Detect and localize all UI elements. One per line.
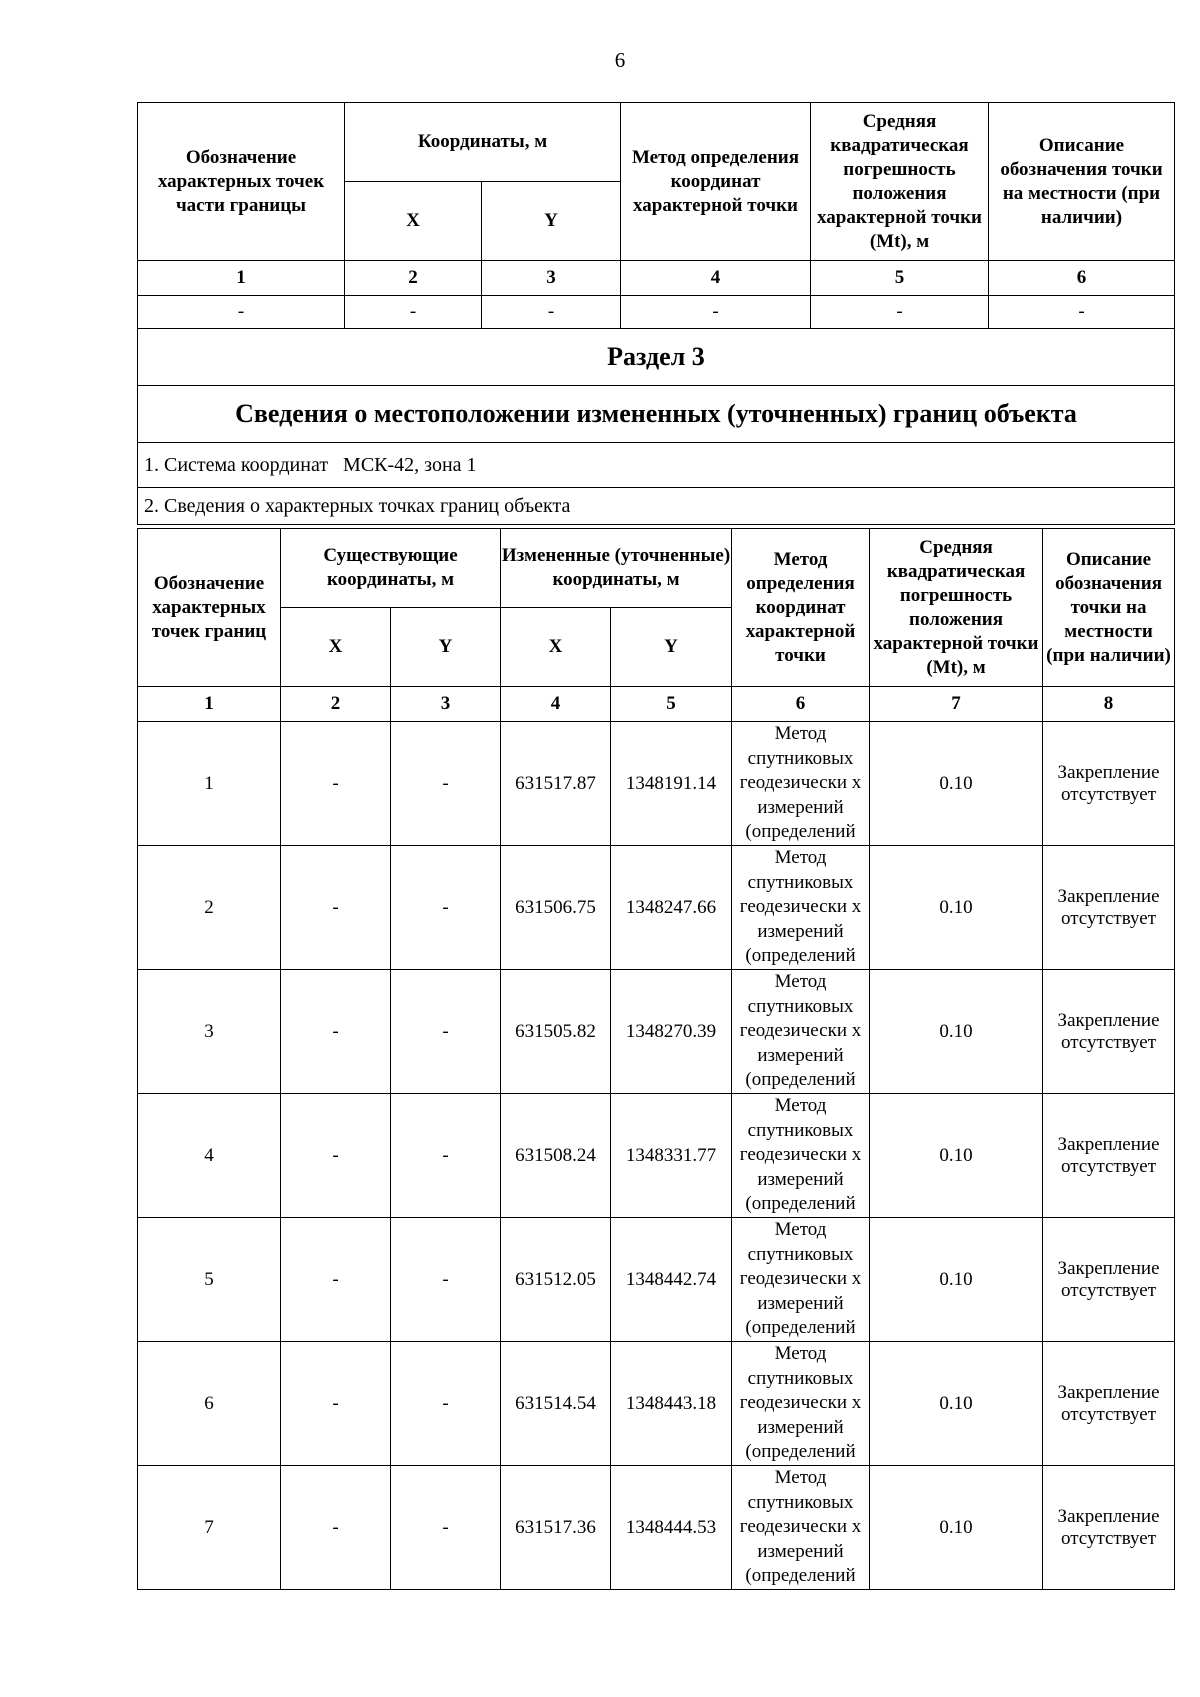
mt-cell: 0.10 — [870, 846, 1043, 970]
changed-x: 631512.05 — [501, 1218, 611, 1342]
mt-cell: 0.10 — [870, 1218, 1043, 1342]
existing-x: - — [281, 970, 391, 1094]
header-changed-coords: Измененные (уточненные) координаты, м — [501, 529, 732, 608]
header-coords: Координаты, м — [345, 103, 621, 182]
changed-x: 631514.54 — [501, 1342, 611, 1466]
description-cell: Закрепление отсутствует — [1043, 970, 1175, 1094]
existing-x: - — [281, 1466, 391, 1590]
existing-x: - — [281, 722, 391, 846]
changed-y: 1348247.66 — [611, 846, 732, 970]
table-row — [138, 1094, 1175, 1218]
method-cell: Метод спутниковых геодезически х измерений (определений — [732, 1466, 870, 1590]
existing-y: - — [391, 1218, 501, 1342]
page-number: 6 — [614, 48, 626, 72]
header-method: Метод определения координат характерной точки — [732, 529, 870, 687]
changed-y: 1348443.18 — [611, 1342, 732, 1466]
header-existing-x: X — [281, 608, 391, 687]
method-cell: Метод спутниковых геодезически х измерений (определений — [732, 1218, 870, 1342]
existing-y: - — [391, 1342, 501, 1466]
mt-cell: 0.10 — [870, 1342, 1043, 1466]
section-title: Раздел 3 — [138, 329, 1175, 386]
method-cell: Метод спутниковых геодезически х измерений (определений — [732, 722, 870, 846]
column-numbers-row — [138, 261, 1175, 296]
column-number: 6 — [989, 261, 1175, 296]
table-row — [138, 970, 1175, 1094]
table-row — [138, 296, 1175, 329]
header-y: Y — [482, 182, 621, 261]
header-x: X — [345, 182, 482, 261]
header-existing-coords: Существующие координаты, м — [281, 529, 501, 608]
column-number: 4 — [621, 261, 811, 296]
point-number: 7 — [138, 1466, 281, 1590]
table-row — [138, 1218, 1175, 1342]
existing-y: - — [391, 1466, 501, 1590]
existing-x: - — [281, 1218, 391, 1342]
column-numbers-row — [138, 687, 1175, 722]
header-description: Описание обозначения точки на местности (при наличии) — [1043, 529, 1175, 687]
mt-cell: 0.10 — [870, 722, 1043, 846]
table-row — [138, 722, 1175, 846]
description-cell: Закрепление отсутствует — [1043, 1342, 1175, 1466]
header-designation: Обозначение характерных точек части границы — [138, 103, 345, 261]
cell: - — [138, 296, 345, 329]
column-number: 5 — [611, 687, 732, 722]
points-info: 2. Сведения о характерных точках границ объекта — [138, 488, 1175, 525]
existing-y: - — [391, 1094, 501, 1218]
changed-y: 1348191.14 — [611, 722, 732, 846]
column-number: 8 — [1043, 687, 1175, 722]
existing-y: - — [391, 722, 501, 846]
description-cell: Закрепление отсутствует — [1043, 1218, 1175, 1342]
description-cell: Закрепление отсутствует — [1043, 846, 1175, 970]
header-error: Средняя квадратическая погрешность положения характерной точки (Mt), м — [811, 103, 989, 261]
table-part-boundary-points — [137, 102, 1175, 525]
header-changed-x: X — [501, 608, 611, 687]
changed-y: 1348331.77 — [611, 1094, 732, 1218]
mt-cell: 0.10 — [870, 970, 1043, 1094]
column-number: 1 — [138, 261, 345, 296]
existing-y: - — [391, 846, 501, 970]
column-number: 7 — [870, 687, 1043, 722]
column-number: 2 — [281, 687, 391, 722]
point-number: 1 — [138, 722, 281, 846]
header-existing-y: Y — [391, 608, 501, 687]
method-cell: Метод спутниковых геодезически х измерений (определений — [732, 1342, 870, 1466]
header-description: Описание обозначения точки на местности (при наличии) — [989, 103, 1175, 261]
column-number: 2 — [345, 261, 482, 296]
changed-y: 1348270.39 — [611, 970, 732, 1094]
cell: - — [621, 296, 811, 329]
column-number: 6 — [732, 687, 870, 722]
existing-x: - — [281, 1094, 391, 1218]
header-changed-y: Y — [611, 608, 732, 687]
section-subtitle: Сведения о местоположении измененных (уточненных) границ объекта — [138, 386, 1175, 443]
description-cell: Закрепление отсутствует — [1043, 1466, 1175, 1590]
point-number: 5 — [138, 1218, 281, 1342]
method-cell: Метод спутниковых геодезически х измерений (определений — [732, 846, 870, 970]
cell: - — [345, 296, 482, 329]
column-number: 5 — [811, 261, 989, 296]
header-designation: Обозначение характерных точек границ — [138, 529, 281, 687]
column-number: 1 — [138, 687, 281, 722]
header-method: Метод определения координат характерной точки — [621, 103, 811, 261]
table-row — [138, 1466, 1175, 1590]
method-cell: Метод спутниковых геодезически х измерений (определений — [732, 1094, 870, 1218]
changed-x: 631508.24 — [501, 1094, 611, 1218]
description-cell: Закрепление отсутствует — [1043, 1094, 1175, 1218]
existing-x: - — [281, 846, 391, 970]
changed-y: 1348442.74 — [611, 1218, 732, 1342]
existing-y: - — [391, 970, 501, 1094]
column-number: 3 — [482, 261, 621, 296]
existing-x: - — [281, 1342, 391, 1466]
mt-cell: 0.10 — [870, 1094, 1043, 1218]
table-row — [138, 1342, 1175, 1466]
point-number: 2 — [138, 846, 281, 970]
cell: - — [989, 296, 1175, 329]
header-error: Средняя квадратическая погрешность положения характерной точки (Mt), м — [870, 529, 1043, 687]
changed-x: 631505.82 — [501, 970, 611, 1094]
cell: - — [482, 296, 621, 329]
method-cell: Метод спутниковых геодезически х измерений (определений — [732, 970, 870, 1094]
changed-x: 631517.87 — [501, 722, 611, 846]
changed-x: 631517.36 — [501, 1466, 611, 1590]
coord-system: 1. Система координат МСК-42, зона 1 — [138, 443, 1175, 488]
mt-cell: 0.10 — [870, 1466, 1043, 1590]
point-number: 3 — [138, 970, 281, 1094]
point-number: 6 — [138, 1342, 281, 1466]
table-row — [138, 846, 1175, 970]
column-number: 3 — [391, 687, 501, 722]
description-cell: Закрепление отсутствует — [1043, 722, 1175, 846]
cell: - — [811, 296, 989, 329]
table-boundary-points — [137, 528, 1175, 1590]
changed-y: 1348444.53 — [611, 1466, 732, 1590]
point-number: 4 — [138, 1094, 281, 1218]
column-number: 4 — [501, 687, 611, 722]
changed-x: 631506.75 — [501, 846, 611, 970]
